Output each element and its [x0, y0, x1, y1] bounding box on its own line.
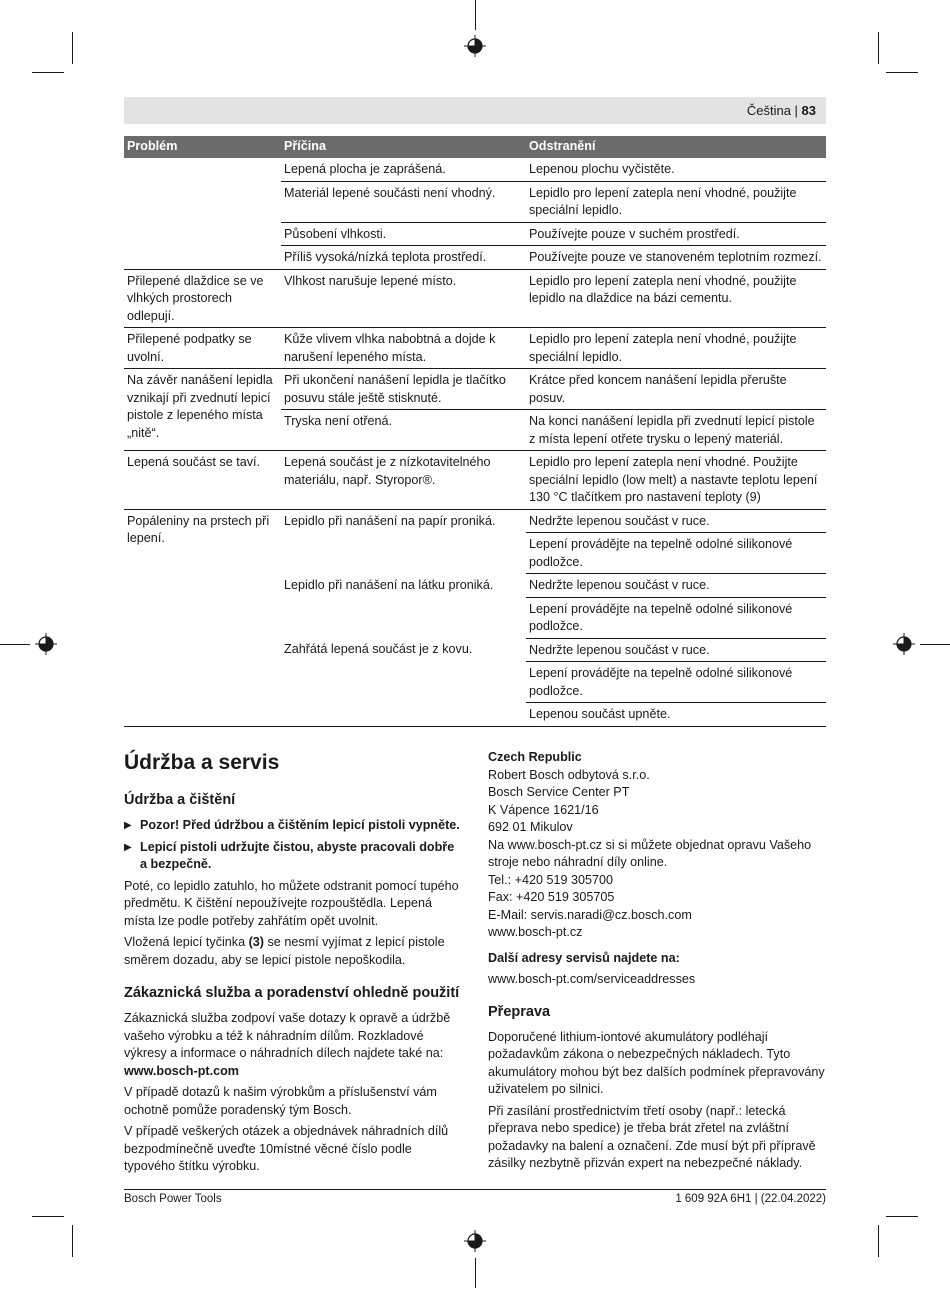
- section-title: Údržba a servis: [124, 751, 280, 774]
- cause-cell: Tryska není otřená.: [281, 410, 526, 451]
- registration-mark-icon: [35, 633, 57, 655]
- contact-section: [488, 749, 826, 1177]
- contact-fax: Fax: +420 519 305705: [488, 890, 615, 904]
- cause-cell: Zahřátá lepená součást je z kovu.: [281, 638, 526, 726]
- table-row: [124, 328, 826, 369]
- table-row: [124, 451, 826, 510]
- crop-mark: [475, 1258, 476, 1288]
- cause-cell: Příliš vysoká/nízká teplota prostředí.: [284, 250, 487, 264]
- transport-title: Přeprava: [488, 1003, 551, 1020]
- remedy-cell: Lepení provádějte na tepelně odolné silikonové podložce.: [526, 662, 826, 703]
- footer-doc-number: 1 609 92A 6H1 | (22.04.2022): [675, 1193, 826, 1205]
- cause-cell: Lepidlo při nanášení na papír proniká.: [284, 513, 496, 528]
- remedy-cell: Lepenou součást upněte.: [526, 703, 826, 727]
- problem-cell: Lepená součást se taví.: [124, 451, 281, 510]
- remedy-cell: Používejte pouze ve stanoveném teplotním rozmezí.: [529, 250, 822, 264]
- footer-divider: [124, 1189, 826, 1190]
- remedy-cell: Lepení provádějte na tepelně odolné silikonové podložce.: [526, 533, 826, 574]
- header-language: Čeština: [746, 103, 791, 118]
- maintenance-section: [124, 750, 462, 1180]
- registration-mark-icon: [464, 1230, 486, 1252]
- paragraph: Doporučené lithium-iontové akumulátory podléhají požadavkům zákona o nebezpečných nákladech. Tyto akumulátory mohou být bez dalších podmínek přepravovány uživatelem po silnici.: [488, 1029, 825, 1096]
- header-text: Čeština | 83: [746, 103, 816, 118]
- crop-mark: [878, 32, 879, 64]
- problem-cell: [124, 158, 281, 269]
- crop-mark: [32, 72, 64, 73]
- crop-mark: [72, 32, 73, 64]
- remedy-cell: Lepidlo pro lepení zatepla není vhodné, použijte speciální lepidlo.: [526, 181, 826, 222]
- footer-brand: Bosch Power Tools: [124, 1193, 222, 1205]
- cause-cell: Lepidlo při nanášení na látku proniká.: [284, 577, 494, 592]
- contact-phone: Tel.: +420 519 305700: [488, 872, 613, 887]
- cause-cell: Vlhkost narušuje lepené místo.: [281, 269, 526, 328]
- paragraph: Zákaznická služba zodpoví vaše dotazy k opravě a údržbě vašeho výrobku a též k náhradním dílům. Rozkladové výkresy a informace o náhradních dílech najdete také na:: [124, 1011, 451, 1060]
- remedy-cell: Lepidlo pro lepení zatepla není vhodné, použijte lepidlo na dlaždice na bázi cementu.: [526, 269, 826, 328]
- more-addresses-title: Další adresy servisů najdete na:: [488, 950, 680, 965]
- paragraph: Poté, co lepidlo zatuhlo, ho můžete odstranit pomocí tupého předmětu. K čištění nepoužívejte rozpouštědla. Lepená místa lze podle potřeby zahřátím opět uvolnit.: [124, 878, 459, 928]
- cause-cell: Při ukončení nanášení lepidla je tlačítko posuvu stále ještě stisknuté.: [281, 369, 526, 410]
- remedy-cell: Lepenou plochu vyčistěte.: [526, 158, 826, 181]
- cause-cell: Kůže vlivem vlhka nabobtná a dojde k narušení lepeného místa.: [281, 328, 526, 369]
- paragraph: V případě dotazů k našim výrobkům a příslušenství vám ochotně pomůže poradenský tým Bosch.: [124, 1085, 437, 1117]
- table-row: [124, 509, 826, 533]
- cause-cell: [281, 451, 526, 510]
- remedy-cell: Nedržte lepenou součást v ruce.: [526, 574, 826, 598]
- table-row: [124, 269, 826, 328]
- crop-mark: [920, 644, 950, 645]
- cause-cell: Lepená plocha je zaprášená.: [281, 158, 526, 181]
- subsection-title: Údržba a čištění: [124, 792, 236, 808]
- troubleshooting-table: [124, 136, 826, 727]
- table-row: [124, 158, 826, 181]
- contact-line: Na www.bosch-pt.cz si si můžete objednat opravu Vašeho stroje nebo náhradní díly online.: [488, 837, 812, 869]
- crop-mark: [886, 1216, 918, 1217]
- remedy-cell: Lepení provádějte na tepelně odolné silikonové podložce.: [526, 597, 826, 638]
- remedy-cell: Nedržte lepenou součást v ruce.: [526, 509, 826, 533]
- contact-line: Bosch Service Center PT: [488, 785, 630, 799]
- contact-line: K Vápence 1621/16: [488, 802, 599, 817]
- more-addresses-link[interactable]: www.bosch-pt.com/serviceaddresses: [488, 972, 696, 986]
- remedy-cell: Používejte pouze v suchém prostředí.: [526, 222, 826, 246]
- paragraph: V případě veškerých otázek a objednávek náhradních dílů bezpodmínečně uveďte 10místné věcné číslo podle typového štítku výrobku.: [124, 1124, 449, 1173]
- paragraph: Vložená lepicí tyčinka (3) se nesmí vyjímat z lepicí pistole směrem dozadu, aby se lepicí pistole nepoškodila.: [124, 935, 445, 967]
- page-header: [124, 97, 826, 124]
- triangle-bullet-icon: ▶: [124, 841, 132, 853]
- paragraph: Při zasílání prostřednictvím třetí osoby (např.: letecká přeprava nebo spedice) je třeba brát zřetel na zvláštní požadavky na balení a označení. Zde musí být při přípravě zásilky nezbytně přizván expert na nebezpečné náklady.: [488, 1103, 816, 1170]
- page-number: 83: [801, 103, 816, 118]
- service-link[interactable]: www.bosch-pt.com: [124, 1063, 239, 1078]
- remedy-cell: Krátce před koncem nanášení lepidla přerušte posuv.: [526, 369, 826, 410]
- remedy-cell: Nedržte lepenou součást v ruce.: [526, 638, 826, 662]
- triangle-bullet-icon: ▶: [124, 820, 132, 831]
- registration-mark-icon: [893, 633, 915, 655]
- problem-cell: Popáleniny na prstech při lepení.: [124, 509, 281, 726]
- contact-website[interactable]: www.bosch-pt.cz: [488, 925, 583, 939]
- crop-mark: [878, 1225, 879, 1257]
- problem-cell: Na závěr nanášení lepidla vznikají při zvednutí lepicí pistole z lepeného místa „nitě“.: [124, 369, 281, 451]
- crop-mark: [886, 72, 918, 73]
- header-cause: Příčina: [281, 136, 526, 158]
- problem-cell: Přilepené dlaždice se ve vlhkých prostorech odlepují.: [124, 269, 281, 328]
- instruction-bullet: ▶ Lepicí pistoli udržujte čistou, abyste pracovali dobře a bezpečně.: [124, 839, 455, 871]
- remedy-cell: Lepidlo pro lepení zatepla není vhodné, použijte speciální lepidlo.: [526, 328, 826, 369]
- contact-line: 692 01 Mikulov: [488, 820, 573, 834]
- remedy-cell: Lepidlo pro lepení zatepla není vhodné. Použijte speciální lepidlo (low melt) a nastavte teplotu lepení 130 °C tlačítkem pro nastavení teploty (9): [526, 451, 826, 510]
- country-title: Czech Republic: [488, 750, 582, 764]
- crop-mark: [475, 0, 476, 30]
- header-remedy: Odstranění: [526, 136, 826, 158]
- header-problem: Problém: [124, 136, 281, 158]
- crop-mark: [0, 644, 30, 645]
- contact-line: Robert Bosch odbytová s.r.o.: [488, 767, 650, 782]
- crop-mark: [72, 1225, 73, 1257]
- warning-bullet: ▶ Pozor! Před údržbou a čištěním lepicí pistoli vypněte.: [124, 817, 462, 835]
- cause-text: Lepená součást je z nízkotavitelného materiálu, např. Styropor®.: [284, 455, 491, 487]
- crop-mark: [32, 1216, 64, 1217]
- problem-cell: Přilepené podpatky se uvolní.: [124, 328, 281, 369]
- remedy-cell: Na konci nanášení lepidla při zvednutí lepicí pistole z místa lepení otřete trysku o lepený materiál.: [526, 410, 826, 451]
- cause-cell: Působení vlhkosti.: [281, 222, 526, 246]
- registration-mark-icon: [464, 35, 486, 57]
- contact-email[interactable]: E-Mail: servis.naradi@cz.bosch.com: [488, 907, 692, 922]
- cause-cell: Materiál lepené součásti není vhodný.: [281, 181, 526, 222]
- subsection-title: Zákaznická služba a poradenství ohledně použití: [124, 985, 460, 1001]
- table-row: [124, 369, 826, 410]
- table-header-row: [124, 136, 826, 158]
